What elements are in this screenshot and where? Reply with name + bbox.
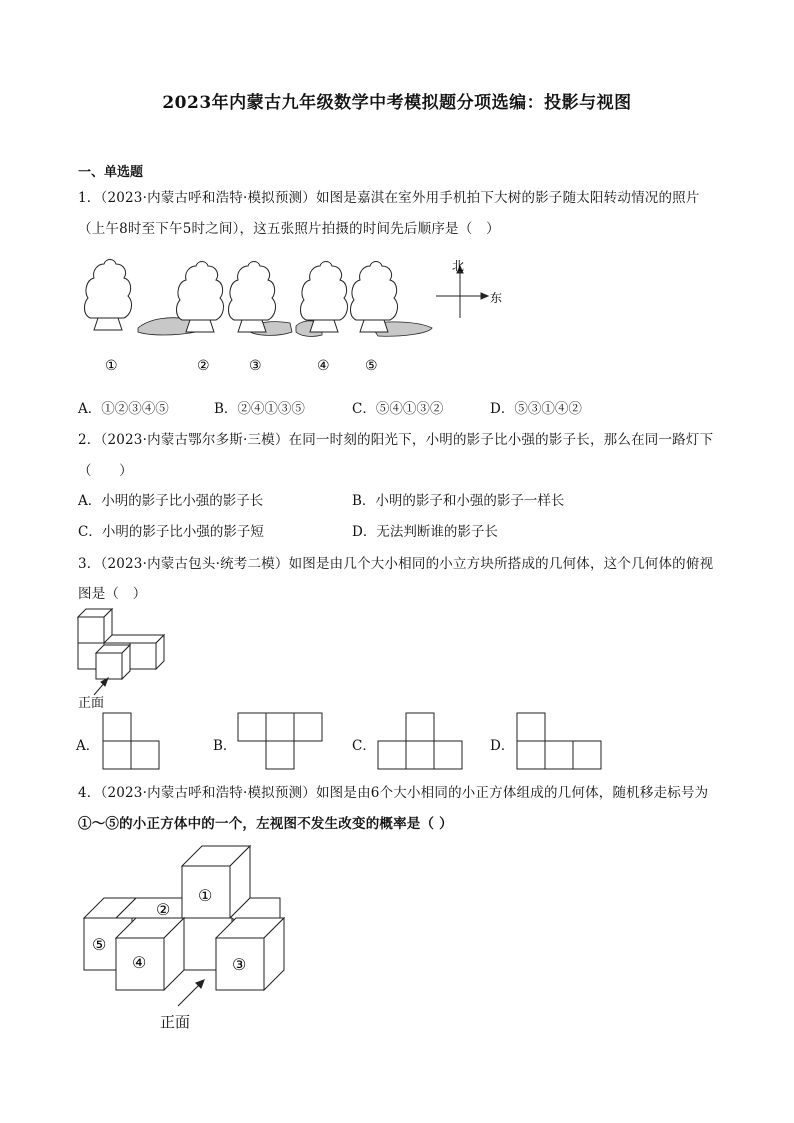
- page-title: 2023年内蒙古九年级数学中考模拟题分项选编：投影与视图: [162, 93, 632, 113]
- front-arrow-icon: [178, 980, 204, 1006]
- q1-option-c: C．⑤④①③②: [352, 401, 444, 417]
- q3-option-b-view: [237, 712, 325, 770]
- q2-option-d: D．无法判断谁的影子长: [352, 524, 498, 540]
- q4-stem-line2: ①～⑤的小正方体中的一个，左视图不发生改变的概率是（ ）: [78, 816, 453, 832]
- photo-label-2: ②: [197, 358, 210, 374]
- q2-stem-line2: （ ）: [78, 463, 133, 479]
- tree-photo-5: [351, 262, 398, 333]
- q4-front-label: 正面: [160, 1013, 191, 1031]
- photo-label-5: ⑤: [365, 358, 378, 374]
- q2-option-b: B．小明的影子和小强的影子一样长: [352, 493, 565, 509]
- q3-option-d-view: [516, 712, 604, 770]
- cube-label-1: ①: [198, 886, 213, 905]
- q4-stem-line1: 4．（2023·内蒙古呼和浩特·模拟预测）如图是由6个大小相同的小正方体组成的几何体，随机移走标号为: [78, 785, 709, 801]
- q3-option-d-letter: D．: [490, 738, 515, 754]
- q3-front-label: 正面: [78, 696, 105, 711]
- q1-stem-line2: （上午8时至下午5时之间），这五张照片拍摄的时间先后顺序是（ ）: [78, 221, 500, 237]
- compass-east-label: 东: [490, 291, 503, 305]
- q3-option-a-letter: A．: [76, 738, 100, 754]
- section-heading: 一、单选题: [78, 165, 144, 180]
- q1-option-a: A．①②③④⑤: [78, 401, 169, 417]
- q2-option-c: C．小明的影子比小强的影子短: [78, 524, 264, 540]
- q1-option-b: B．②④①③⑤: [214, 401, 305, 417]
- q1-option-d: D．⑤③①④②: [490, 401, 582, 417]
- q1-stem-line1: 1．（2023·内蒙古呼和浩特·模拟预测）如图是嘉淇在室外用手机拍下大树的影子随太阳转动情况的照片: [78, 190, 700, 206]
- q2-stem-line1: 2．（2023·内蒙古鄂尔多斯·三模）在同一时刻的阳光下，小明的影子比小强的影子长，那么在同一路灯下: [78, 432, 714, 448]
- photo-label-3: ③: [249, 358, 262, 374]
- photo-label-4: ④: [317, 358, 330, 374]
- q1-tree-shadow-figure: [0, 240, 794, 374]
- q3-option-b-letter: B．: [213, 738, 237, 754]
- q4-cube-figure: [80, 846, 310, 1006]
- photo-label-1: ①: [105, 358, 118, 374]
- q2-option-a: A．小明的影子比小强的影子长: [78, 493, 264, 509]
- cube-label-4: ④: [132, 953, 147, 972]
- cube-label-3: ③: [232, 955, 247, 974]
- q3-option-c-letter: C．: [352, 738, 376, 754]
- q3-stem-line1: 3．（2023·内蒙古包头·统考二模）如图是由几个大小相同的小立方块所搭成的几何体，这个几何体的俯视: [78, 556, 714, 572]
- cube-label-2: ②: [156, 900, 171, 919]
- compass-icon: [436, 266, 488, 318]
- q3-option-a-view: [102, 712, 162, 770]
- q3-stem-line2: 图是（ ）: [78, 586, 147, 602]
- compass-north-label: 北: [452, 259, 465, 273]
- tree-photo-1: [85, 260, 132, 331]
- q3-option-c-view: [377, 712, 465, 770]
- cube-label-5: ⑤: [92, 935, 107, 954]
